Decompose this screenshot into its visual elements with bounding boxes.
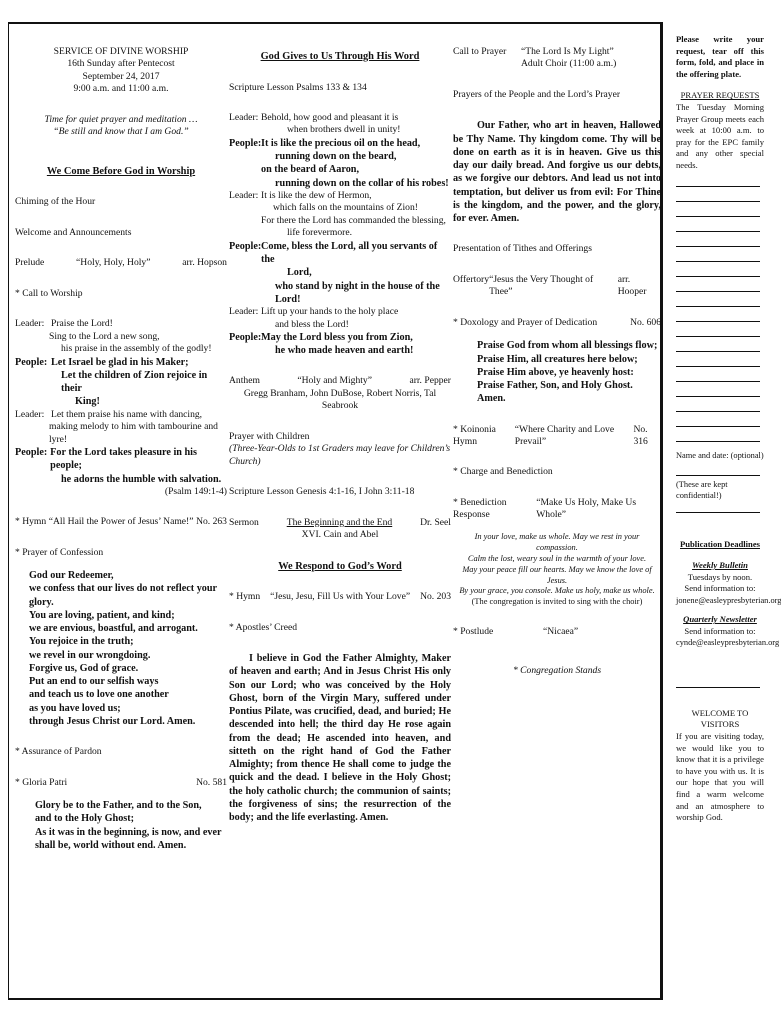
people-line: For the Lord takes pleasure in his people;	[50, 447, 197, 472]
section-heading-word: God Gives to Us Through His Word	[260, 51, 420, 62]
gloria-line: shall be, world without end. Amen.	[35, 839, 187, 851]
doxology-line: Praise Father, Son, and Holy Ghost. Amen.	[477, 380, 633, 405]
name-date-line[interactable]	[676, 461, 760, 476]
confession-label: * Prayer of Confession	[15, 546, 104, 558]
gloria-row	[15, 777, 227, 789]
name-date-label: Name and date: (optional)	[676, 450, 764, 460]
leader-line: his praise in the assembly of the godly!	[61, 343, 212, 355]
write-line[interactable]	[676, 262, 760, 277]
doxology-text	[453, 339, 661, 405]
sermon-subtitle: XVI. Cain and Abel	[301, 529, 379, 541]
prelude-title: “Holy, Holy, Holy”	[76, 257, 151, 269]
people-line: he adorns the humble with salvation.	[61, 473, 222, 485]
quarterly-newsletter-heading: Quarterly Newsletter	[683, 614, 757, 625]
column-prayer	[453, 46, 661, 677]
write-line[interactable]	[676, 427, 760, 442]
weekly-bulletin-heading: Weekly Bulletin	[692, 560, 748, 571]
people-label: People:	[229, 137, 262, 149]
hymn-row	[15, 516, 227, 528]
prelude-label: Prelude	[15, 257, 45, 269]
confession-line: and teach us to love one another	[29, 689, 169, 701]
lords-prayer-text: Our Father, who art in heaven, Hallowed be Thy Name. Thy kingdom come. Thy will be done on earth as it is in heaven. Give us this day our daily bread. And forgive us our debts, as we forgive our debtors. And lead us not into temptation, but deliver us from evil: For Thine is the kingdom, and the power, and the glory, for ever. Amen.	[453, 120, 661, 225]
people-line: It is like the precious oil on the head,	[261, 137, 421, 149]
prelude-arranger: arr. Hopson	[182, 257, 227, 269]
call-to-worship-label: * Call to Worship	[15, 287, 83, 299]
confession-line: Put an end to our selfish ways	[29, 676, 159, 688]
welcome-heading-1: WELCOME TO	[691, 707, 749, 718]
people-label: People:	[15, 447, 48, 459]
hymn-row	[229, 591, 451, 603]
anthem-row	[229, 375, 451, 387]
people-line: he who made heaven and earth!	[275, 345, 414, 357]
doxology-label: * Doxology and Prayer of Dedication	[453, 316, 598, 328]
hymn-number: No. 203	[420, 591, 451, 603]
charge-benediction: * Charge and Benediction	[453, 466, 553, 478]
people-line: who stand by night in the house of the Lord!	[275, 280, 440, 305]
people-line: on the beard of Aaron,	[261, 164, 360, 176]
prayer-requests-text: The Tuesday Morning Prayer Group meets each week at 10:00 a.m. to pray for the EPC family and any other special needs.	[676, 101, 764, 170]
confession-line: God our Redeemer,	[29, 570, 114, 582]
benediction-title: “Make Us Holy, Make Us Whole”	[536, 496, 637, 521]
doxology-number: No. 606	[630, 316, 661, 328]
call-to-prayer-label: Call to Prayer	[453, 46, 507, 57]
bulletin-sheet	[8, 22, 663, 1000]
write-line[interactable]	[676, 172, 760, 187]
ctw-leader-2	[15, 409, 227, 421]
koinonia-title: “Where Charity and Love Prevail”	[514, 423, 615, 447]
welcome-heading-2: VISITORS	[700, 719, 740, 730]
prayers-of-people: Prayers of the People and the Lord’s Prayer	[453, 88, 621, 100]
chiming-of-hour: Chiming of the Hour	[15, 196, 96, 208]
ctw-leader-1	[15, 318, 227, 330]
divider-line	[676, 502, 760, 513]
write-line[interactable]	[676, 187, 760, 202]
koinonia-label: * Koinonia Hymn	[453, 423, 496, 447]
confession-line: You are loving, patient, and kind;	[29, 609, 175, 621]
people-line: May the Lord bless you from Zion,	[261, 331, 413, 343]
congregation-stands-note: * Congregation Stands	[512, 664, 602, 676]
offertory-title: “Jesus the Very Thought of Thee”	[489, 273, 594, 298]
leader-line: It is like the dew of Hermon,	[261, 189, 372, 201]
prayer-request-lines[interactable]	[676, 172, 764, 442]
psalm-leader-1	[229, 112, 451, 124]
column-word	[229, 50, 451, 824]
postlude-row	[453, 626, 661, 638]
confession-line: as you have loved us;	[29, 702, 121, 714]
people-line: running down on the collar of his robes!	[275, 177, 449, 189]
confession-line: through Jesus Christ our Lord. Amen.	[29, 715, 196, 727]
hymn-label: * Hymn	[229, 591, 261, 603]
leader-label: Leader:	[229, 111, 259, 123]
leader-label: Leader:	[229, 306, 259, 318]
benediction-line: May your peace fill our hearts. May we know the love of Jesus.	[462, 564, 652, 585]
psalm-leader-2	[229, 190, 451, 202]
postlude-label: * Postlude	[453, 626, 494, 638]
postlude-title: “Nicaea”	[543, 626, 579, 638]
publication-deadlines-heading: Publication Deadlines	[680, 538, 760, 549]
gloria-number: No. 581	[196, 776, 227, 788]
benediction-line: In your love, make us whole. May we rest in your compassion.	[474, 531, 640, 552]
leader-line: which falls on the mountains of Zion!	[273, 202, 418, 214]
apostles-creed-text: I believe in God the Father Almighty, Maker of heaven and earth; And in Jesus Christ His only Son our Lord; who was conceived by the Holy Ghost, born of the Virgin Mary, suffered under Pontius Pilate, was crucified, dead, and buried; He descended into hell; the third day He rose again from the dead; He ascended into heaven, and sitteth on the right hand of God the Father Almighty; from thence He shall come to judge the quick and the dead. I believe in the Holy Ghost; the holy catholic church; the communion of saints; the forgiveness of sins; the resurrection of the body; and the life everlasting. Amen.	[229, 653, 451, 824]
call-to-prayer-title: “The Lord Is My Light”	[521, 46, 614, 57]
psalm-people-2	[229, 240, 451, 267]
write-line[interactable]	[676, 217, 760, 232]
people-line: Let the children of Zion rejoice in their	[61, 369, 208, 395]
koinonia-number: No. 316	[633, 423, 648, 447]
weekly-bulletin-send: Send information to:	[684, 583, 756, 594]
people-label: People:	[15, 356, 48, 368]
offertory-row	[453, 274, 661, 299]
prayer-requests-heading: PRAYER REQUESTS	[680, 90, 760, 101]
service-title: SERVICE OF DIVINE WORSHIP	[53, 46, 189, 57]
quarterly-newsletter-send: Send information to:	[684, 625, 756, 636]
section-heading-respond: We Respond to God’s Word	[278, 560, 402, 572]
write-line[interactable]	[676, 292, 760, 307]
hymn-label: * Hymn	[15, 516, 47, 528]
leader-label: Leader:	[15, 318, 45, 330]
service-times: 9:00 a.m. and 11:00 a.m.	[73, 83, 169, 95]
koinonia-row	[453, 424, 661, 449]
confession-text	[15, 569, 227, 728]
children-church-note: (Three-Year-Olds to 1st Graders may leave for Children’s Church)	[229, 443, 451, 467]
write-line[interactable]	[676, 382, 760, 397]
write-line[interactable]	[676, 397, 760, 412]
doxology-line: Praise God from whom all blessings flow;	[477, 340, 658, 352]
weekly-bulletin-email[interactable]: jonene@easleypresbyterian.org	[676, 595, 781, 605]
people-line: running down on the beard,	[275, 151, 397, 163]
doxology-line: Praise Him above, ye heavenly host:	[477, 366, 634, 378]
anthem-label: Anthem	[229, 375, 260, 387]
people-line: Let Israel be glad in his Maker;	[51, 356, 189, 368]
quarterly-newsletter-email[interactable]: cynde@easleypresbyterian.org	[676, 638, 780, 648]
people-label: People:	[229, 240, 262, 252]
leader-line: For there the Lord has commanded the blessing,	[261, 214, 446, 226]
scripture-lesson-1: Scripture Lesson Psalms 133 & 134	[229, 81, 367, 93]
assurance-of-pardon: * Assurance of Pardon	[15, 746, 102, 758]
leader-line: Sing to the Lord a new song,	[49, 330, 160, 342]
gloria-label: * Gloria Patri	[15, 776, 68, 788]
confession-line: we revel in our wrongdoing.	[29, 649, 151, 661]
ctw-people-1	[15, 356, 227, 369]
leader-line: when brothers dwell in unity!	[287, 124, 401, 136]
write-line[interactable]	[676, 232, 760, 247]
confession-line: Forgive us, God of grace.	[29, 662, 139, 674]
call-to-prayer-row	[453, 46, 661, 58]
benediction-line: By your grace, you console. Make us holy, make us whole.	[459, 586, 655, 596]
weekly-bulletin-deadline: Tuesdays by noon.	[687, 571, 753, 582]
leader-line: making melody to him with tambourine and lyre!	[49, 421, 218, 445]
section-heading-worship: We Come Before God in Worship	[46, 165, 196, 177]
psalm-leader-3	[229, 306, 451, 318]
people-line: King!	[75, 396, 100, 408]
gloria-line: and to the Holy Ghost;	[35, 813, 135, 825]
apostles-creed-label: * Apostles’ Creed	[229, 621, 298, 633]
leader-label: Leader:	[229, 189, 259, 201]
gloria-line: As it was in the beginning, is now, and ever	[35, 826, 222, 838]
ctw-people-2	[15, 446, 227, 473]
prayer-with-children: Prayer with Children	[229, 430, 310, 442]
sermon-title: The Beginning and the End	[286, 516, 393, 528]
confession-line: You rejoice in the truth;	[29, 636, 134, 648]
leader-line: Let them praise his name with dancing,	[51, 408, 203, 420]
prelude-row	[15, 257, 227, 269]
psalm-people-3	[229, 331, 451, 344]
write-line[interactable]	[676, 202, 760, 217]
people-line: Lord,	[287, 267, 312, 279]
sunday-name: 16th Sunday after Pentecost	[67, 58, 175, 70]
doxology-line: Praise Him, all creatures here below;	[477, 353, 638, 365]
hymn-title: “Jesu, Jesu, Fill Us with Your Love”	[270, 591, 411, 603]
anthem-arranger: arr. Pepper	[409, 375, 451, 387]
scripture-lesson-2: Scripture Lesson Genesis 4:1-16, I John 3:11-18	[229, 486, 415, 498]
anthem-title: “Holy and Mighty”	[297, 375, 372, 387]
meditation-line-2: “Be still and know that I am God.”	[53, 126, 189, 138]
leader-line: Behold, how good and pleasant it is	[261, 111, 399, 123]
offertory-arranger: arr. Hooper	[617, 273, 647, 298]
write-line[interactable]	[676, 412, 760, 427]
leader-line: Lift up your hands to the holy place	[261, 306, 399, 318]
confession-line: we confess that our lives do not reflect your glory.	[29, 583, 217, 608]
psalm-people-1	[229, 137, 451, 150]
benediction-note: (The congregation is invited to sing with the choir)	[471, 597, 643, 607]
scripture-reference: (Psalm 149:1-4)	[164, 485, 227, 497]
benediction-response-row	[453, 497, 661, 522]
people-line: Come, bless the Lord, all you servants of the	[261, 240, 438, 266]
leader-line: life forevermore.	[287, 227, 352, 239]
call-to-prayer-choir: Adult Choir (11:00 a.m.)	[521, 58, 617, 70]
tithes-offerings: Presentation of Tithes and Offerings	[453, 243, 592, 255]
offertory-label: Offertory	[453, 273, 490, 285]
benediction-line: Calm the lost, weary soul in the warmth of your love.	[467, 553, 647, 563]
write-line[interactable]	[676, 307, 760, 322]
benediction-label: * Benediction Response	[453, 496, 507, 521]
write-line[interactable]	[676, 247, 760, 262]
tear-off-panel	[676, 34, 781, 824]
benediction-text	[453, 532, 661, 598]
service-date: September 24, 2017	[82, 70, 160, 82]
write-line[interactable]	[676, 367, 760, 382]
hymn-number: No. 263	[196, 516, 227, 528]
welcome-announcements: Welcome and Announcements	[15, 226, 132, 238]
gloria-text	[15, 799, 227, 852]
leader-line: Praise the Lord!	[51, 318, 113, 330]
column-worship	[15, 46, 227, 852]
hymn-title: “All Hail the Power of Jesus’ Name!”	[48, 516, 194, 528]
meditation-line-1: Time for quiet prayer and meditation …	[44, 113, 198, 125]
welcome-visitors-text: If you are visiting today, we would like you to know that it is a privilege to have you with us. It is our hope that you will find a warm welcome and an atmosphere to worship God.	[676, 731, 764, 823]
people-label: People:	[229, 331, 262, 343]
write-line[interactable]	[676, 322, 760, 337]
gloria-line: Glory be to the Father, and to the Son,	[35, 800, 202, 812]
doxology-row	[453, 317, 661, 329]
leader-line: and bless the Lord!	[275, 318, 349, 330]
sermon-row	[229, 517, 451, 529]
leader-label: Leader:	[15, 408, 45, 420]
write-line[interactable]	[676, 352, 760, 367]
write-line[interactable]	[676, 337, 760, 352]
sermon-label: Sermon	[229, 516, 259, 528]
sermon-preacher: Dr. Seel	[420, 516, 451, 528]
confidential-note: (These are kept confidential!)	[676, 479, 728, 501]
write-line[interactable]	[676, 277, 760, 292]
confession-line: we are envious, boastful, and arrogant.	[29, 623, 198, 635]
tear-off-intro: Please write your request, tear off this form, fold, and place in the offering plate.	[676, 34, 764, 79]
anthem-credits: Gregg Branham, John DuBose, Robert Norris, Tal Seabrook	[243, 387, 437, 412]
